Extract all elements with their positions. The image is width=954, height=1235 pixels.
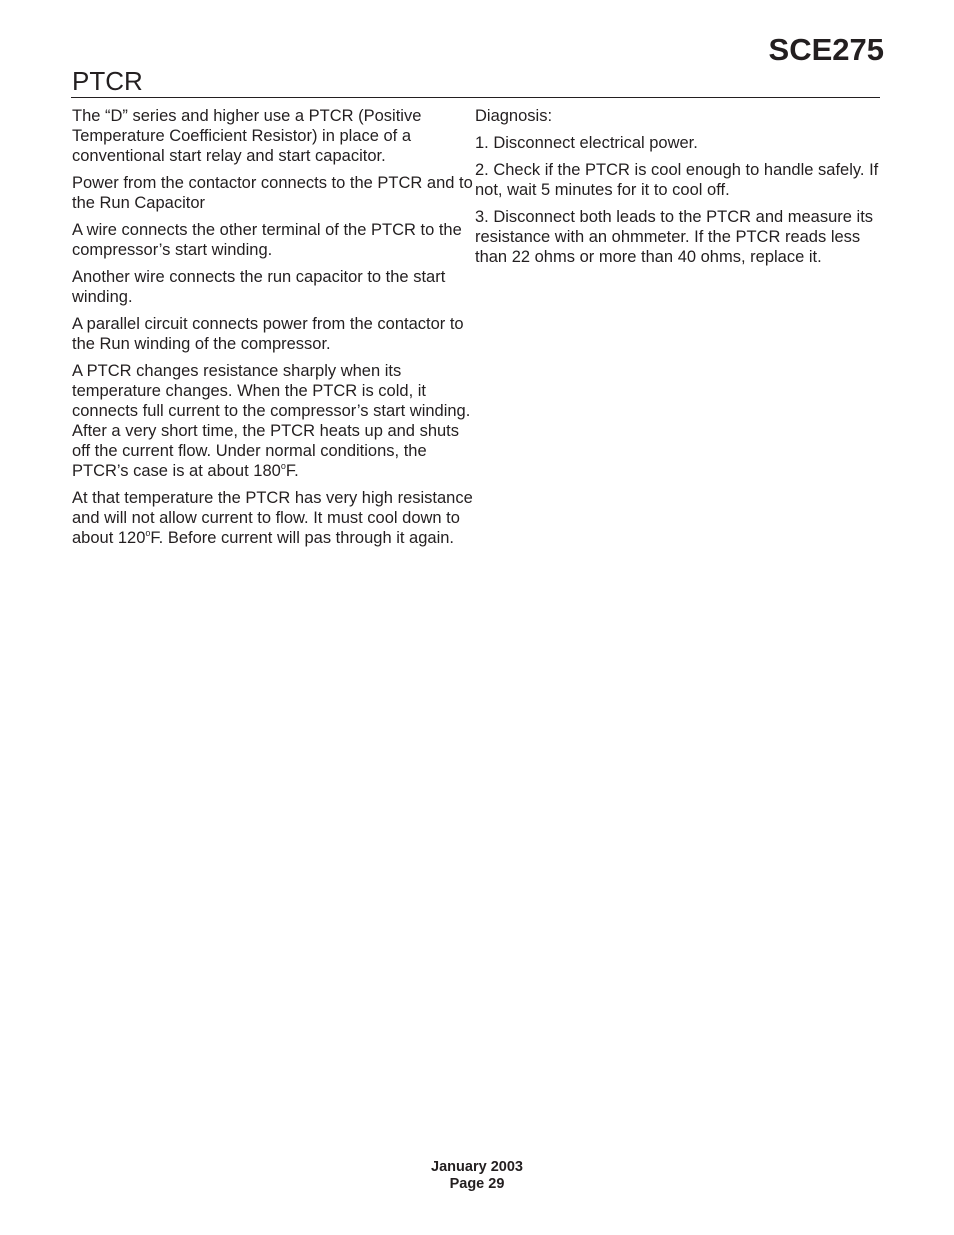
paragraph-cool-down — [72, 488, 474, 548]
diagnosis-step-3: 3. Disconnect both leads to the PTCR and measure its resistance with an ohmmeter. If the PTCR reads less than 22 ohms or more than 40 ohms, replace it. — [475, 208, 874, 266]
degree-symbol: o — [280, 461, 286, 471]
diagnosis-heading: Diagnosis: — [475, 107, 553, 125]
page-footer — [0, 1159, 954, 1193]
left-column — [72, 106, 474, 555]
paragraph-run-capacitor-wire: Another wire connects the run capacitor to the start winding. — [72, 268, 446, 306]
resistance-change-unit: F. — [285, 462, 299, 480]
paragraph-ptcr-intro: The “D” series and higher use a PTCR (Positive Temperature Coefficient Resistor) in place of a conventional start relay and start capacitor. — [72, 107, 422, 165]
section-title: PTCR — [72, 66, 143, 96]
diagnosis-step-2: 2. Check if the PTCR is cool enough to handle safely. If not, wait 5 minutes for it to cool off. — [475, 161, 879, 199]
cool-down-text: At that temperature the PTCR has very high resistance and will not allow current to flow. It must cool down to about 120 — [72, 489, 473, 547]
header-divider — [71, 97, 880, 98]
document-code: SCE275 — [768, 32, 884, 67]
footer-page-number: Page 29 — [449, 1176, 505, 1192]
right-column — [475, 106, 885, 274]
cool-down-tail: F. Before current will pas through it again. — [150, 529, 454, 547]
paragraph-resistance-change — [72, 361, 474, 481]
paragraph-parallel-circuit: A parallel circuit connects power from the contactor to the Run winding of the compressor. — [72, 315, 464, 353]
degree-symbol: o — [145, 528, 151, 538]
paragraph-start-winding-wire: A wire connects the other terminal of the PTCR to the compressor’s start winding. — [72, 221, 462, 259]
paragraph-contactor-power: Power from the contactor connects to the PTCR and to the Run Capacitor — [72, 174, 473, 212]
diagnosis-step-1: 1. Disconnect electrical power. — [475, 134, 698, 152]
resistance-change-text: A PTCR changes resistance sharply when its temperature changes. When the PTCR is cold, it connects full current to the compressor’s start winding. After a very short time, the PTCR heats up and shuts off the current flow. Under normal conditions, the PTCR’s case is at about 180 — [72, 362, 471, 480]
footer-date: January 2003 — [431, 1159, 523, 1175]
